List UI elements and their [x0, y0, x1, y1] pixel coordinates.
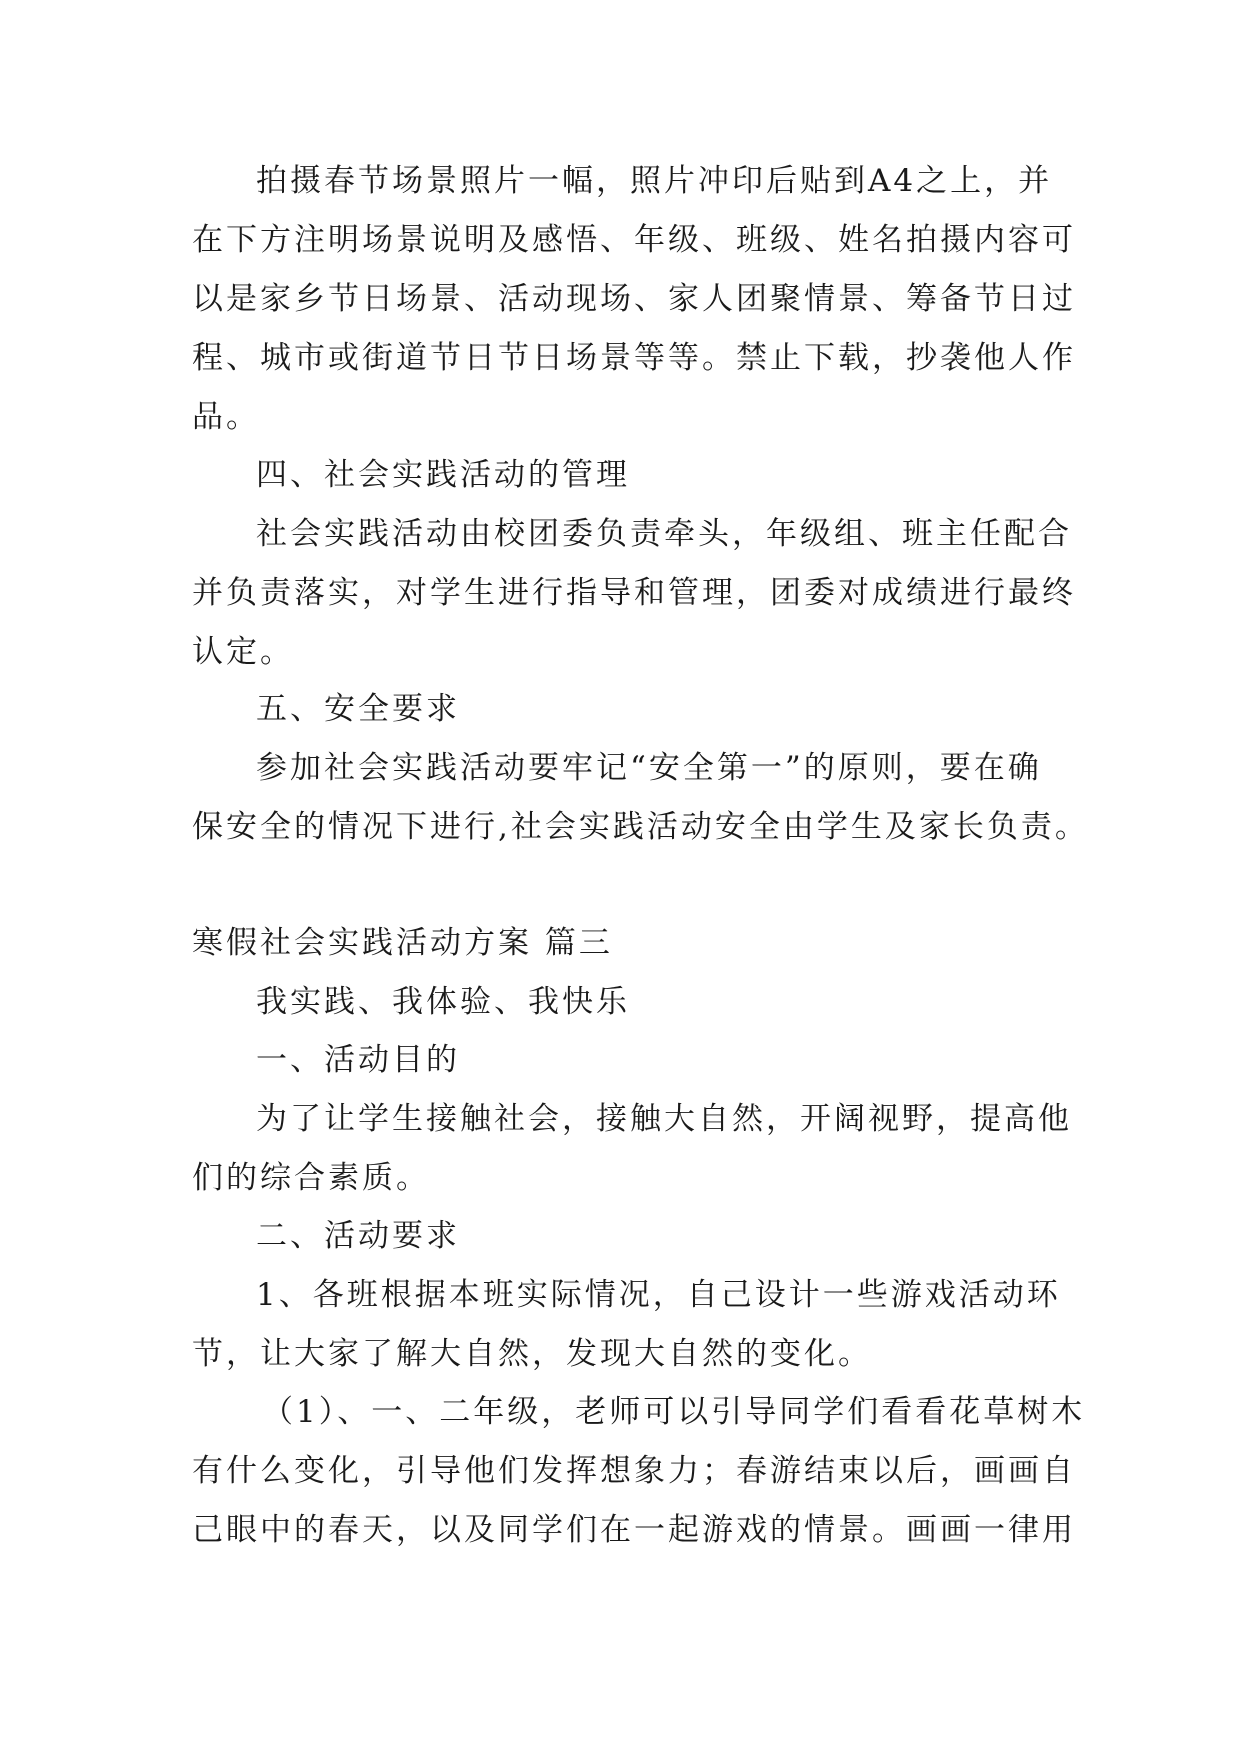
- heading-requirements: 二、活动要求: [256, 1218, 460, 1254]
- paragraph-requirement-1: [192, 1266, 1061, 1384]
- text-line: 并负责落实，对学生进行指导和管理，团委对成绩进行最终: [192, 575, 1076, 611]
- text-line: 为了让学生接触社会，接触大自然，开阔视野，提高他: [256, 1101, 1072, 1137]
- text-line: 节，让大家了解大自然，发现大自然的变化。: [192, 1336, 872, 1372]
- text-line: 们的综合素质。: [192, 1160, 430, 1196]
- heading-management: 四、社会实践活动的管理: [256, 457, 630, 493]
- subtitle: 我实践、我体验、我快乐: [256, 984, 630, 1020]
- heading-safety: 五、安全要求: [256, 691, 460, 727]
- text-line: 己眼中的春天，以及同学们在一起游戏的情景。画画一律用: [192, 1512, 1076, 1548]
- paragraph-photo-instructions: [192, 152, 1076, 447]
- text-line: 在下方注明场景说明及感悟、年级、班级、姓名拍摄内容可: [192, 222, 1076, 258]
- paragraph-safety: [192, 739, 1089, 857]
- text-line: 1、各班根据本班实际情况，自己设计一些游戏活动环: [256, 1277, 1061, 1313]
- text-line: 有什么变化，引导他们发挥想象力；春游结束以后，画画自: [192, 1453, 1076, 1489]
- text-line: 拍摄春节场景照片一幅，照片冲印后贴到A4之上，并: [256, 163, 1053, 199]
- text-line: 社会实践活动由校团委负责牵头，年级组、班主任配合: [256, 516, 1072, 552]
- text-line: （1）、一、二年级，老师可以引导同学们看看花草树木: [262, 1394, 1086, 1430]
- text-line: 保安全的情况下进行,社会实践活动安全由学生及家长负责。: [192, 809, 1089, 845]
- paragraph-management: [192, 505, 1076, 682]
- text-line: 以是家乡节日场景、活动现场、家人团聚情景、筹备节日过: [192, 281, 1076, 317]
- text-line: 认定。: [192, 634, 294, 670]
- heading-purpose: 一、活动目的: [256, 1042, 460, 1078]
- section-title: 寒假社会实践活动方案 篇三: [192, 925, 613, 961]
- text-line: 品。: [192, 399, 260, 435]
- text-line: 程、城市或街道节日节日场景等等。禁止下载，抄袭他人作: [192, 340, 1076, 376]
- text-line: 参加社会实践活动要牢记“安全第一”的原则，要在确: [256, 750, 1042, 786]
- paragraph-grade-1-2: [192, 1383, 1086, 1560]
- paragraph-purpose: [192, 1090, 1072, 1208]
